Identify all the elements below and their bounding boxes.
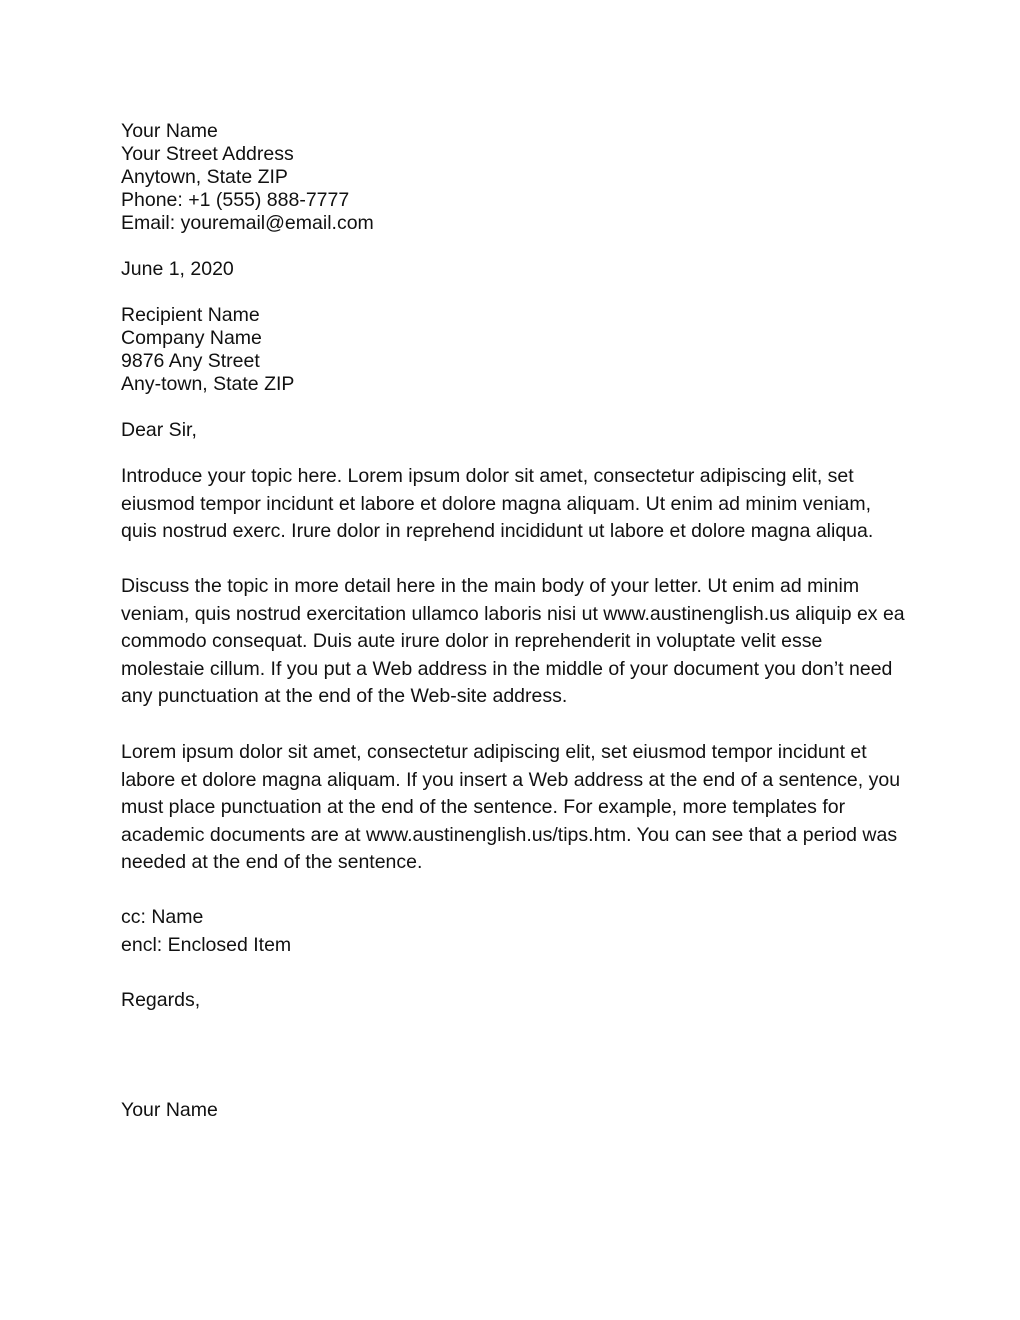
- sender-address: [121, 120, 911, 235]
- recipient-city: Any-town, State ZIP: [121, 373, 295, 395]
- sender-phone: Phone: +1 (555) 888-7777: [121, 189, 350, 211]
- salutation: Dear Sir,: [121, 419, 197, 441]
- body-paragraph-1: Introduce your topic here. Lorem ipsum dolor sit amet, consectetur adipiscing elit, set eiusmod tempor incidunt et labore et dolore magna aliquam. Ut enim ad minim veniam, quis nostrud exerc. Irure dolor in reprehend incididunt ut labore et dolore magna aliqua.: [121, 465, 874, 542]
- sender-street: Your Street Address: [121, 143, 294, 165]
- recipient-name: Recipient Name: [121, 304, 260, 326]
- letter-date: June 1, 2020: [121, 258, 234, 280]
- enclosure-notation: encl: Enclosed Item: [121, 934, 292, 956]
- sender-city: Anytown, State ZIP: [121, 166, 288, 188]
- recipient-company: Company Name: [121, 327, 262, 349]
- cc-notation: cc: Name: [121, 906, 204, 928]
- sender-name: Your Name: [121, 120, 218, 142]
- recipient-address: [121, 304, 911, 396]
- sender-email: Email: youremail@email.com: [121, 212, 374, 234]
- body-paragraph-2: Discuss the topic in more detail here in the main body of your letter. Ut enim ad minim veniam, quis nostrud exercitation ullamco laboris nisi ut www.austinenglish.us aliquip ex ea commodo consequat. Duis aute irure dolor in reprehenderit in voluptate velit esse molestaie cillum. If you put a Web address in the middle of your document you don’t need any punctuation at the end of the Web-site address.: [121, 575, 905, 707]
- signature-name: Your Name: [121, 1099, 218, 1121]
- closing: Regards,: [121, 989, 201, 1011]
- body-paragraph-3: Lorem ipsum dolor sit amet, consectetur adipiscing elit, set eiusmod tempor incidunt et labore et dolore magna aliquam. If you insert a Web address at the end of a sentence, you must place punctuation at the end of the sentence. For example, more templates for academic documents are at www.austinenglish.us/tips.htm. You can see that a period was needed at the end of the sentence.: [121, 741, 901, 873]
- recipient-street: 9876 Any Street: [121, 350, 260, 372]
